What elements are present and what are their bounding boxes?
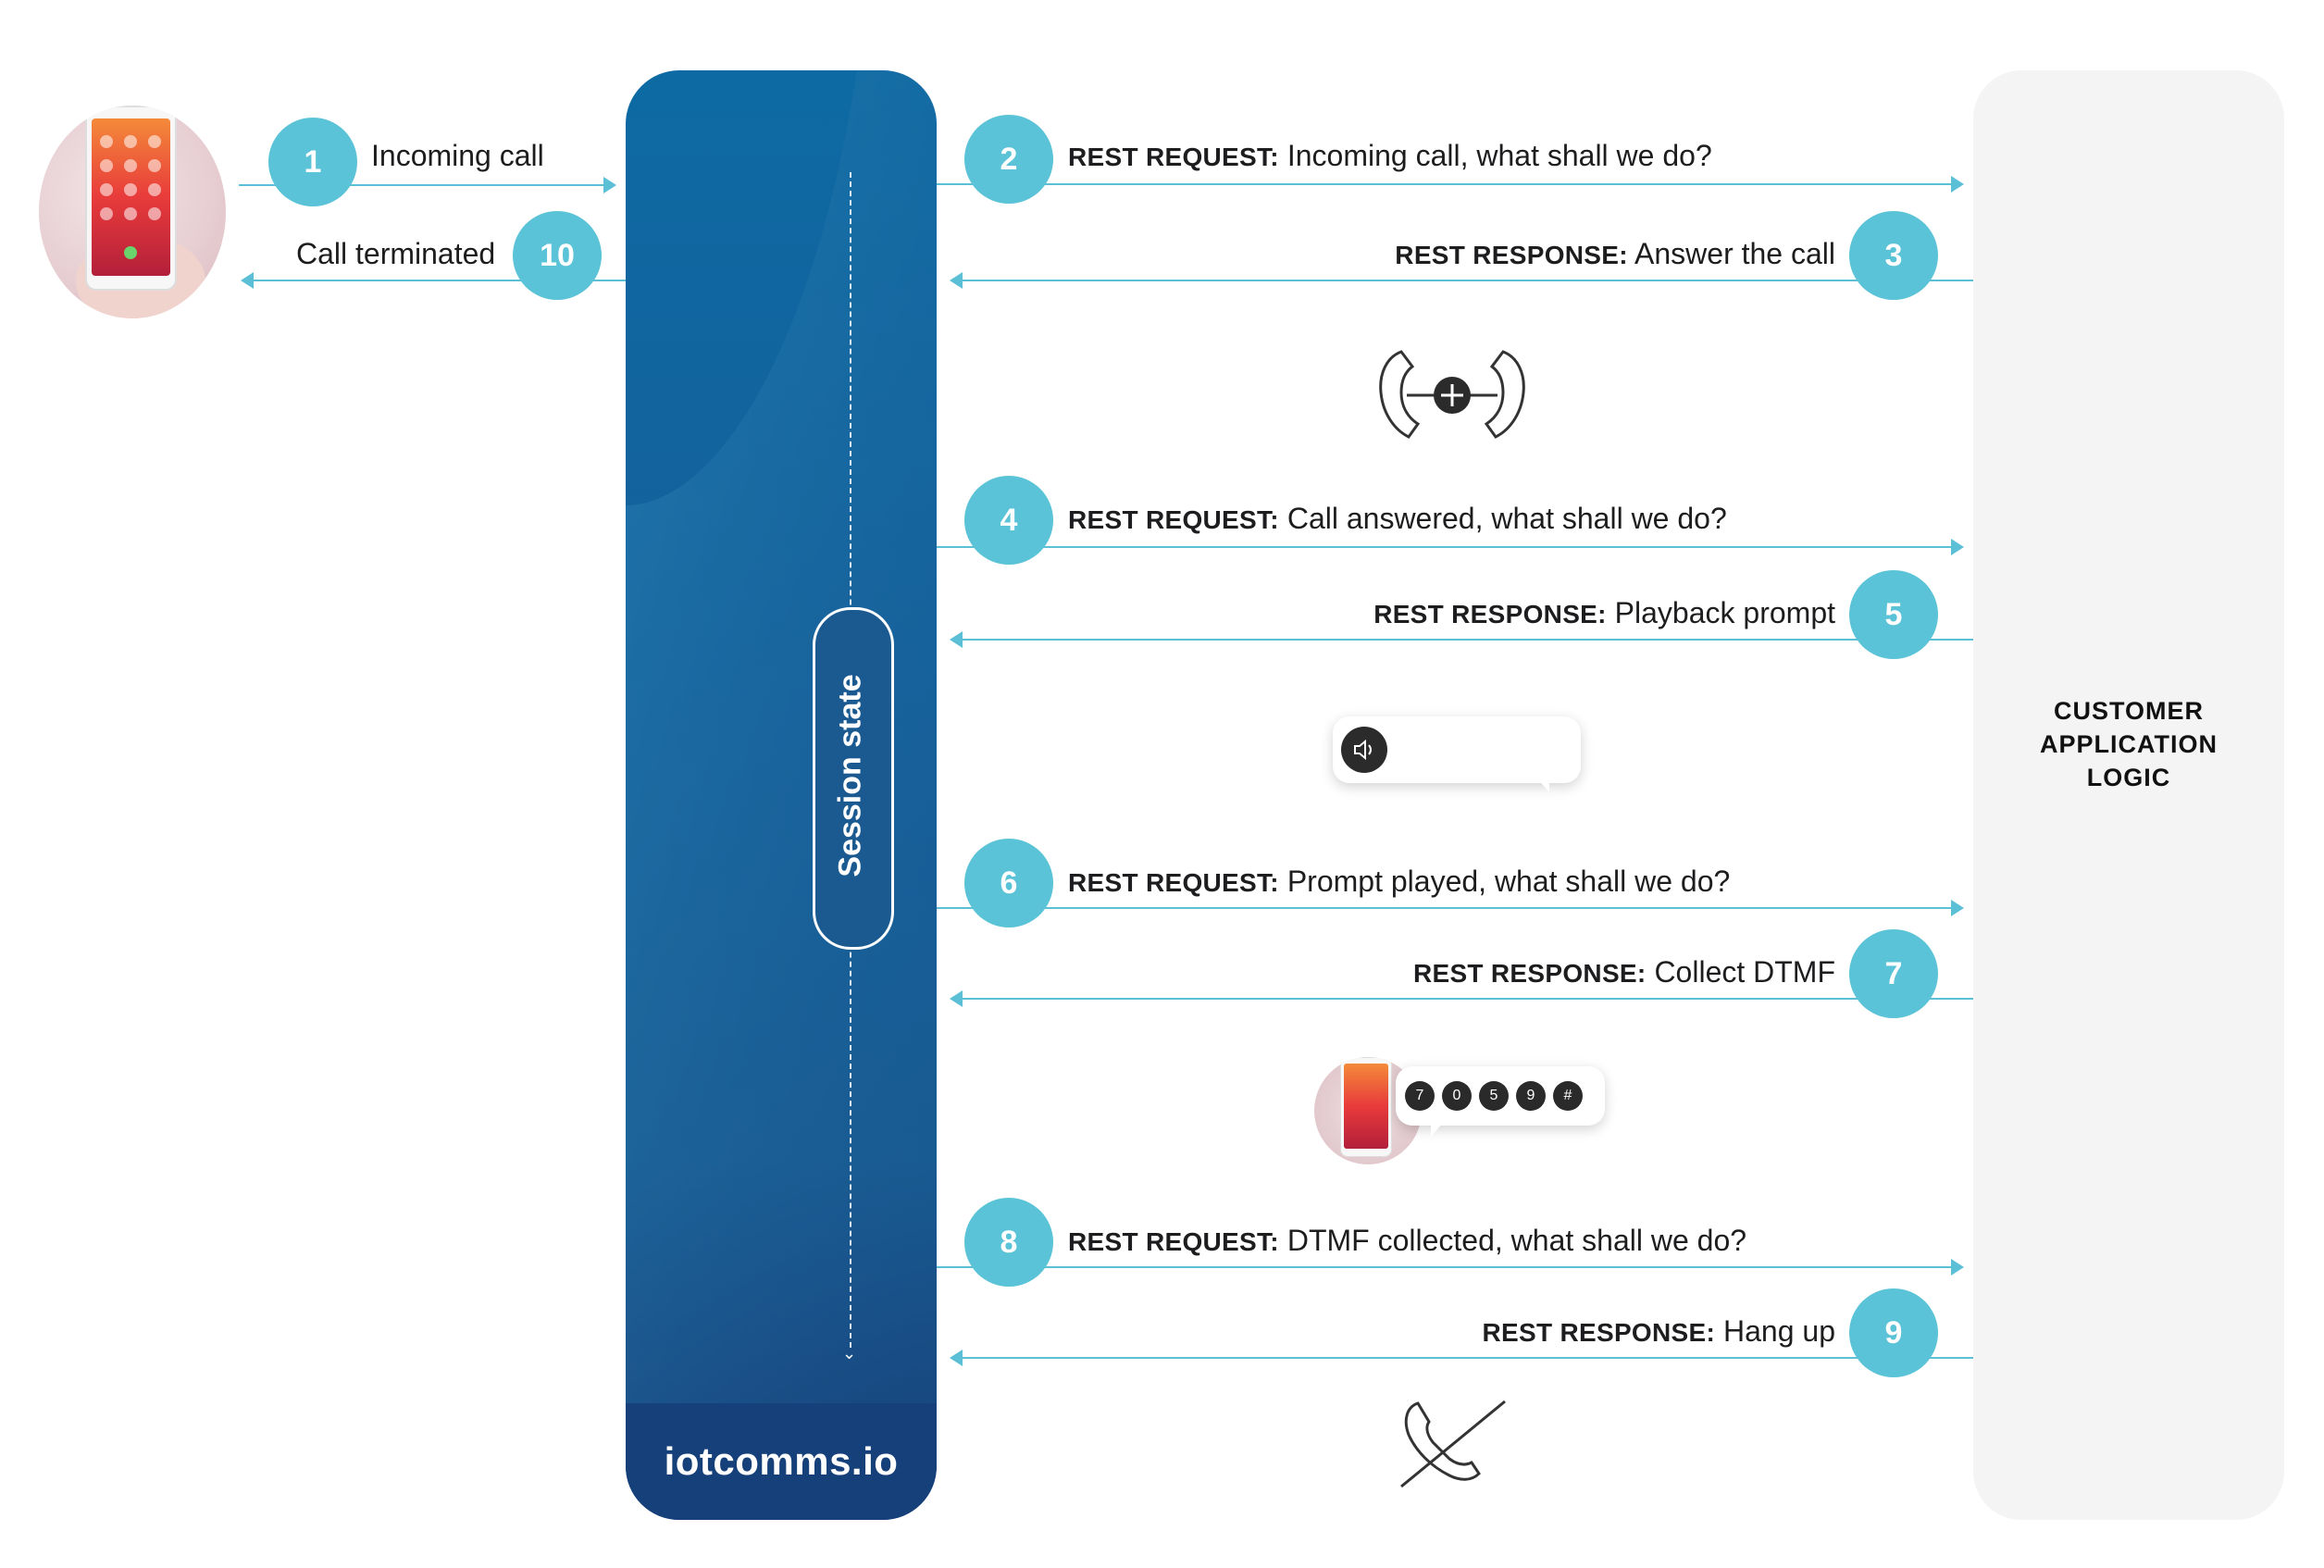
- message-text: Incoming call, what shall we do?: [1286, 139, 1712, 172]
- keypad-dot: [100, 135, 113, 148]
- keypad-dot: [124, 159, 137, 172]
- arrow-left-icon: [950, 272, 963, 289]
- flow-line-8: [937, 1266, 1953, 1268]
- hang-up-icon: [1398, 1398, 1509, 1490]
- step-badge-7: 7: [1849, 929, 1938, 1018]
- step-badge-4: 4: [964, 476, 1053, 565]
- flow-line-6: [937, 907, 1953, 909]
- phone-connect-icon: [1373, 344, 1531, 446]
- flow-line-4: [937, 546, 1953, 548]
- dtmf-key: 9: [1516, 1081, 1546, 1111]
- message-3: [1395, 237, 1835, 271]
- session-state-label: Session state: [832, 674, 868, 877]
- phone-icon: [1340, 1057, 1392, 1157]
- bubble-tail: [1536, 778, 1549, 792]
- arrow-left-icon: [950, 990, 963, 1007]
- message-text: Call answered, what shall we do?: [1286, 502, 1727, 535]
- keypad-dot: [148, 159, 161, 172]
- customer-label-line: CUSTOMER: [2053, 697, 2204, 725]
- flow-line-2: [937, 183, 1953, 185]
- step-badge-8: 8: [964, 1198, 1053, 1287]
- keypad-dot: [148, 183, 161, 196]
- message-4: [1068, 502, 1727, 536]
- message-6: [1068, 865, 1730, 899]
- brand-label: iotcomms.io: [664, 1439, 899, 1483]
- message-kind: REST REQUEST:: [1068, 505, 1279, 534]
- message-text: Collect DTMF: [1654, 955, 1835, 989]
- customer-label-line: APPLICATION: [2040, 730, 2218, 758]
- message-kind: REST RESPONSE:: [1482, 1318, 1716, 1347]
- message-7: [1413, 955, 1835, 989]
- arrow-right-icon: [1951, 176, 1964, 193]
- message-text: Prompt played, what shall we do?: [1286, 865, 1731, 898]
- flow-line-7: [963, 998, 1973, 1000]
- arrow-left-icon: [950, 1350, 963, 1366]
- keypad-dot: [100, 207, 113, 220]
- chevron-down-icon: ⌄: [842, 1344, 857, 1363]
- message-text: Playback prompt: [1614, 596, 1835, 629]
- message-kind: REST RESPONSE:: [1395, 241, 1628, 269]
- step-10-label: Call terminated: [296, 237, 496, 270]
- phone-icon: [85, 106, 177, 291]
- step-badge-6: 6: [964, 839, 1053, 927]
- step-badge-5: 5: [1849, 570, 1938, 659]
- message-kind: REST RESPONSE:: [1373, 600, 1607, 628]
- message-text: Hang up: [1723, 1314, 1835, 1348]
- bubble-tail: [1431, 1122, 1444, 1137]
- message-kind: REST REQUEST:: [1068, 1227, 1279, 1256]
- message-kind: REST REQUEST:: [1068, 868, 1279, 897]
- message-kind: REST RESPONSE:: [1412, 959, 1647, 988]
- customer-column: [1973, 70, 2284, 1520]
- keypad-dot: [100, 183, 113, 196]
- step-badge-9: 9: [1849, 1288, 1938, 1377]
- arrow-left-icon: [241, 272, 254, 289]
- message-kind: REST REQUEST:: [1068, 143, 1279, 171]
- message-2: [1068, 139, 1712, 173]
- caller-photo: [39, 106, 226, 318]
- message-8: [1068, 1224, 1746, 1258]
- arrow-right-icon: [1951, 1259, 1964, 1276]
- step-badge-2: 2: [964, 115, 1053, 204]
- phone-screen: [92, 118, 170, 276]
- flow-line-5: [963, 639, 1973, 641]
- speaker-icon: [1340, 726, 1388, 774]
- message-9: [1483, 1314, 1835, 1349]
- keypad-dot: [148, 207, 161, 220]
- arrow-right-icon: [1951, 539, 1964, 555]
- dtmf-key: 7: [1405, 1081, 1435, 1111]
- keypad-dot: [124, 183, 137, 196]
- call-button-dot: [124, 246, 137, 259]
- customer-label-line: LOGIC: [2086, 764, 2171, 791]
- keypad-dot: [148, 135, 161, 148]
- step-1-label: Incoming call: [371, 139, 544, 172]
- arrow-left-icon: [950, 631, 963, 648]
- dtmf-key: #: [1553, 1081, 1583, 1111]
- message-text: Answer the call: [1634, 237, 1835, 270]
- keypad-dot: [124, 207, 137, 220]
- dtmf-key: 5: [1479, 1081, 1509, 1111]
- flow-line-9: [963, 1357, 1973, 1359]
- arrow-right-icon: [603, 177, 616, 193]
- step-badge-3: 3: [1849, 211, 1938, 300]
- flow-line-3: [963, 280, 1973, 281]
- message-5: [1373, 596, 1835, 630]
- step-badge-10: 10: [513, 211, 602, 300]
- phone-screen: [1344, 1064, 1388, 1149]
- keypad-dot: [100, 159, 113, 172]
- step-badge-1: 1: [268, 118, 357, 206]
- audio-wave-icon: [1405, 728, 1564, 772]
- message-text: DTMF collected, what shall we do?: [1286, 1224, 1747, 1257]
- dtmf-key: 0: [1442, 1081, 1472, 1111]
- keypad-dot: [124, 135, 137, 148]
- arrow-right-icon: [1951, 900, 1964, 916]
- customer-label: [1973, 694, 2284, 794]
